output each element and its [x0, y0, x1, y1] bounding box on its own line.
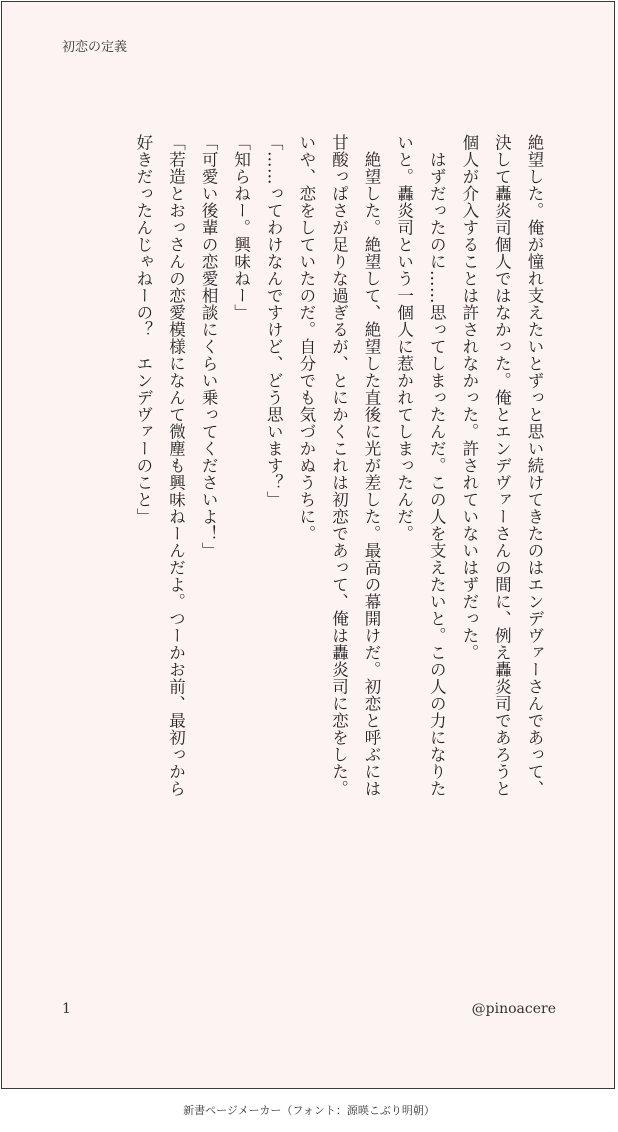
- dialogue-line: 好きだったんじゃねーの？ エンデヴァーのこと」: [133, 134, 153, 525]
- book-page: [1, 1, 615, 1089]
- dialogue-line: 「知らねー。興味ねー」: [231, 134, 251, 321]
- generator-credit: 新書ページメーカー（フォント：源暎こぶり明朝）: [183, 1104, 435, 1117]
- dialogue-line: 「若造とおっさんの恋愛模様になんて微塵も興味ねーんだよ。つーかお前、最初っから: [166, 134, 186, 797]
- text-line: 個人が介入することは許されなかった。許されていないはずだった。: [459, 134, 479, 661]
- author-handle: @pinoacere: [471, 1001, 556, 1017]
- text-line: 絶望した。俺が憧れ支えたいとずっと思い続けてきたのはエンデヴァーさんであって、: [525, 134, 544, 797]
- text-line: いや、恋をしていたのだ。自分でも気づかぬうちに。: [296, 134, 316, 542]
- text-line: 甘酸っぱさが足りな過ぎるが、とにかくこれは初恋であって、俺は轟炎司に恋をした。: [329, 134, 349, 797]
- text-line: 決して轟炎司個人ではなかった。俺とエンデヴァーさんの間に、例え轟炎司であろうと: [492, 134, 512, 797]
- dialogue-line: 「可愛い後輩の恋愛相談にくらい乗ってくださいよ！」: [199, 134, 219, 559]
- dialogue-line: 「……ってわけなんですけど、どう思います？」: [264, 134, 284, 508]
- text-line: いと。轟炎司という一個人に惹かれてしまったんだ。: [394, 134, 414, 542]
- page-title: 初恋の定義: [62, 40, 128, 55]
- page-number: 1: [62, 1001, 71, 1017]
- vertical-body-text: [72, 134, 550, 974]
- text-line: はずだったのに……思ってしまったんだ。この人を支えたいと。この人の力になりた: [427, 134, 447, 797]
- text-line: 絶望した。絶望して、絶望した直後に光が差した。最高の幕開けだ。初恋と呼ぶには: [362, 134, 382, 797]
